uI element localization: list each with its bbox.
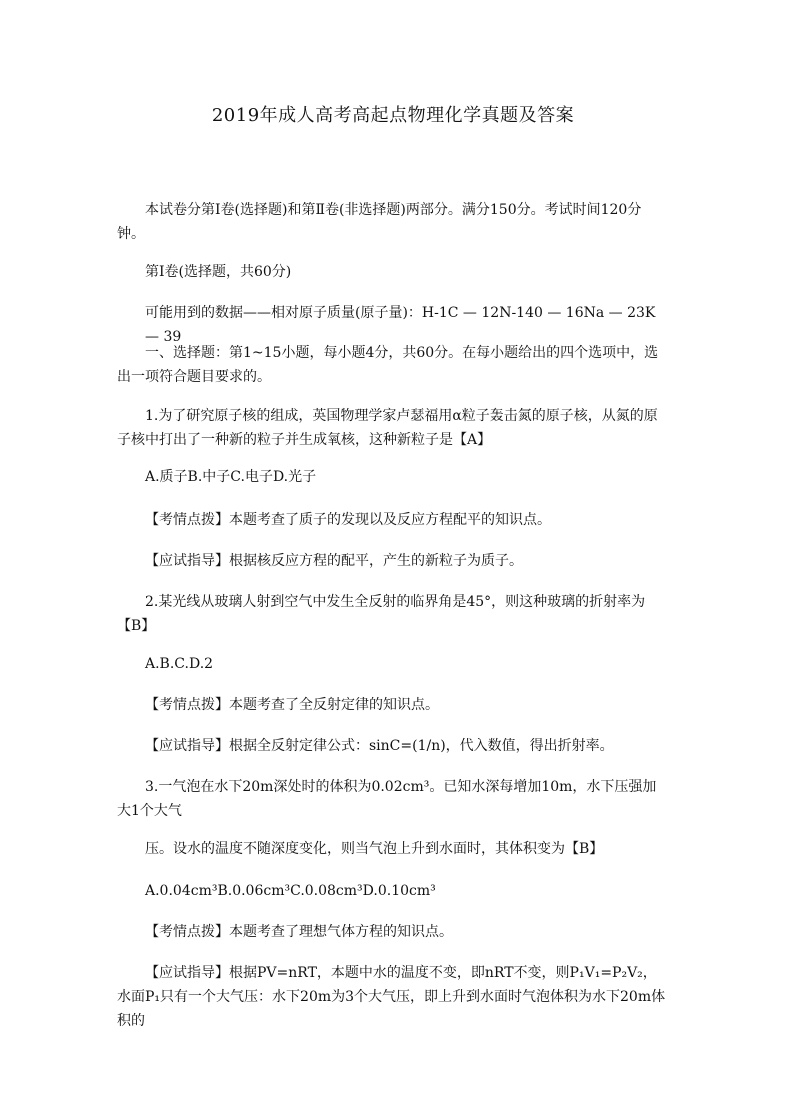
question-3: 3.一气泡在水下20m深处时的体积为0.02cm³。已知水深每增加10m，水下压强加大1个大气: [117, 779, 657, 819]
intro-paragraph: 本试卷分第Ⅰ卷(选择题)和第Ⅱ卷(非选择题)两部分。满分150分。考试时间120分钟。: [117, 202, 642, 242]
question-3-continued: 压。设水的温度不随深度变化，则当气泡上升到水面时，其体积变为【B】: [145, 841, 604, 857]
question-2-guidance: 【应试指导】根据全反射定律公式：sinC=(1/n)，代入数值，得出折射率。: [145, 738, 614, 754]
question-3-guidance: 【应试指导】根据PV=nRT，本题中水的温度不变，即nRT不变，则P₁V₁=P₂V₂，水面P₁只有一个大气压：水下20m为3个大气压，即上升到水面时气泡体积为水下20m体积的: [117, 965, 666, 1029]
choice-section-instructions: 一、选择题：第1~15小题，每小题4分，共60分。在每小题给出的四个选项中，选出一项符合题目要求的。: [117, 345, 659, 385]
question-1-analysis: 【考情点拨】本题考查了质子的发现以及反应方程配平的知识点。: [145, 512, 551, 528]
question-1-options: A.质子B.中子C.电子D.光子: [145, 469, 317, 485]
question-3-options: A.0.04cm³B.0.06cm³C.0.08cm³D.0.10cm³: [145, 883, 436, 899]
question-3-analysis: 【考情点拨】本题考查了理想气体方程的知识点。: [145, 924, 453, 940]
question-2: 2.某光线从玻璃人射到空气中发生全反射的临界角是45°，则这种玻璃的折射率为【B】: [117, 594, 646, 634]
question-2-options: A.B.C.D.2: [145, 656, 214, 672]
question-2-analysis: 【考情点拨】本题考查了全反射定律的知识点。: [145, 697, 439, 713]
question-1: 1.为了研究原子核的组成，英国物理学家卢瑟福用α粒子轰击氮的原子核，从氮的原子核中打出了一种新的粒子并生成氧核，这种新粒子是【A】: [117, 408, 658, 448]
document-title: 2019年成人高考高起点物理化学真题及答案: [211, 105, 575, 126]
section-heading-part1: 第Ⅰ卷(选择题，共60分): [145, 264, 292, 280]
atomic-mass-data: 可能用到的数据——相对原子质量(原子量)：H-1C — 12N-140 — 16Na — 23K — 39: [145, 305, 660, 345]
question-1-guidance: 【应试指导】根据核反应方程的配平，产生的新粒子为质子。: [145, 553, 523, 569]
